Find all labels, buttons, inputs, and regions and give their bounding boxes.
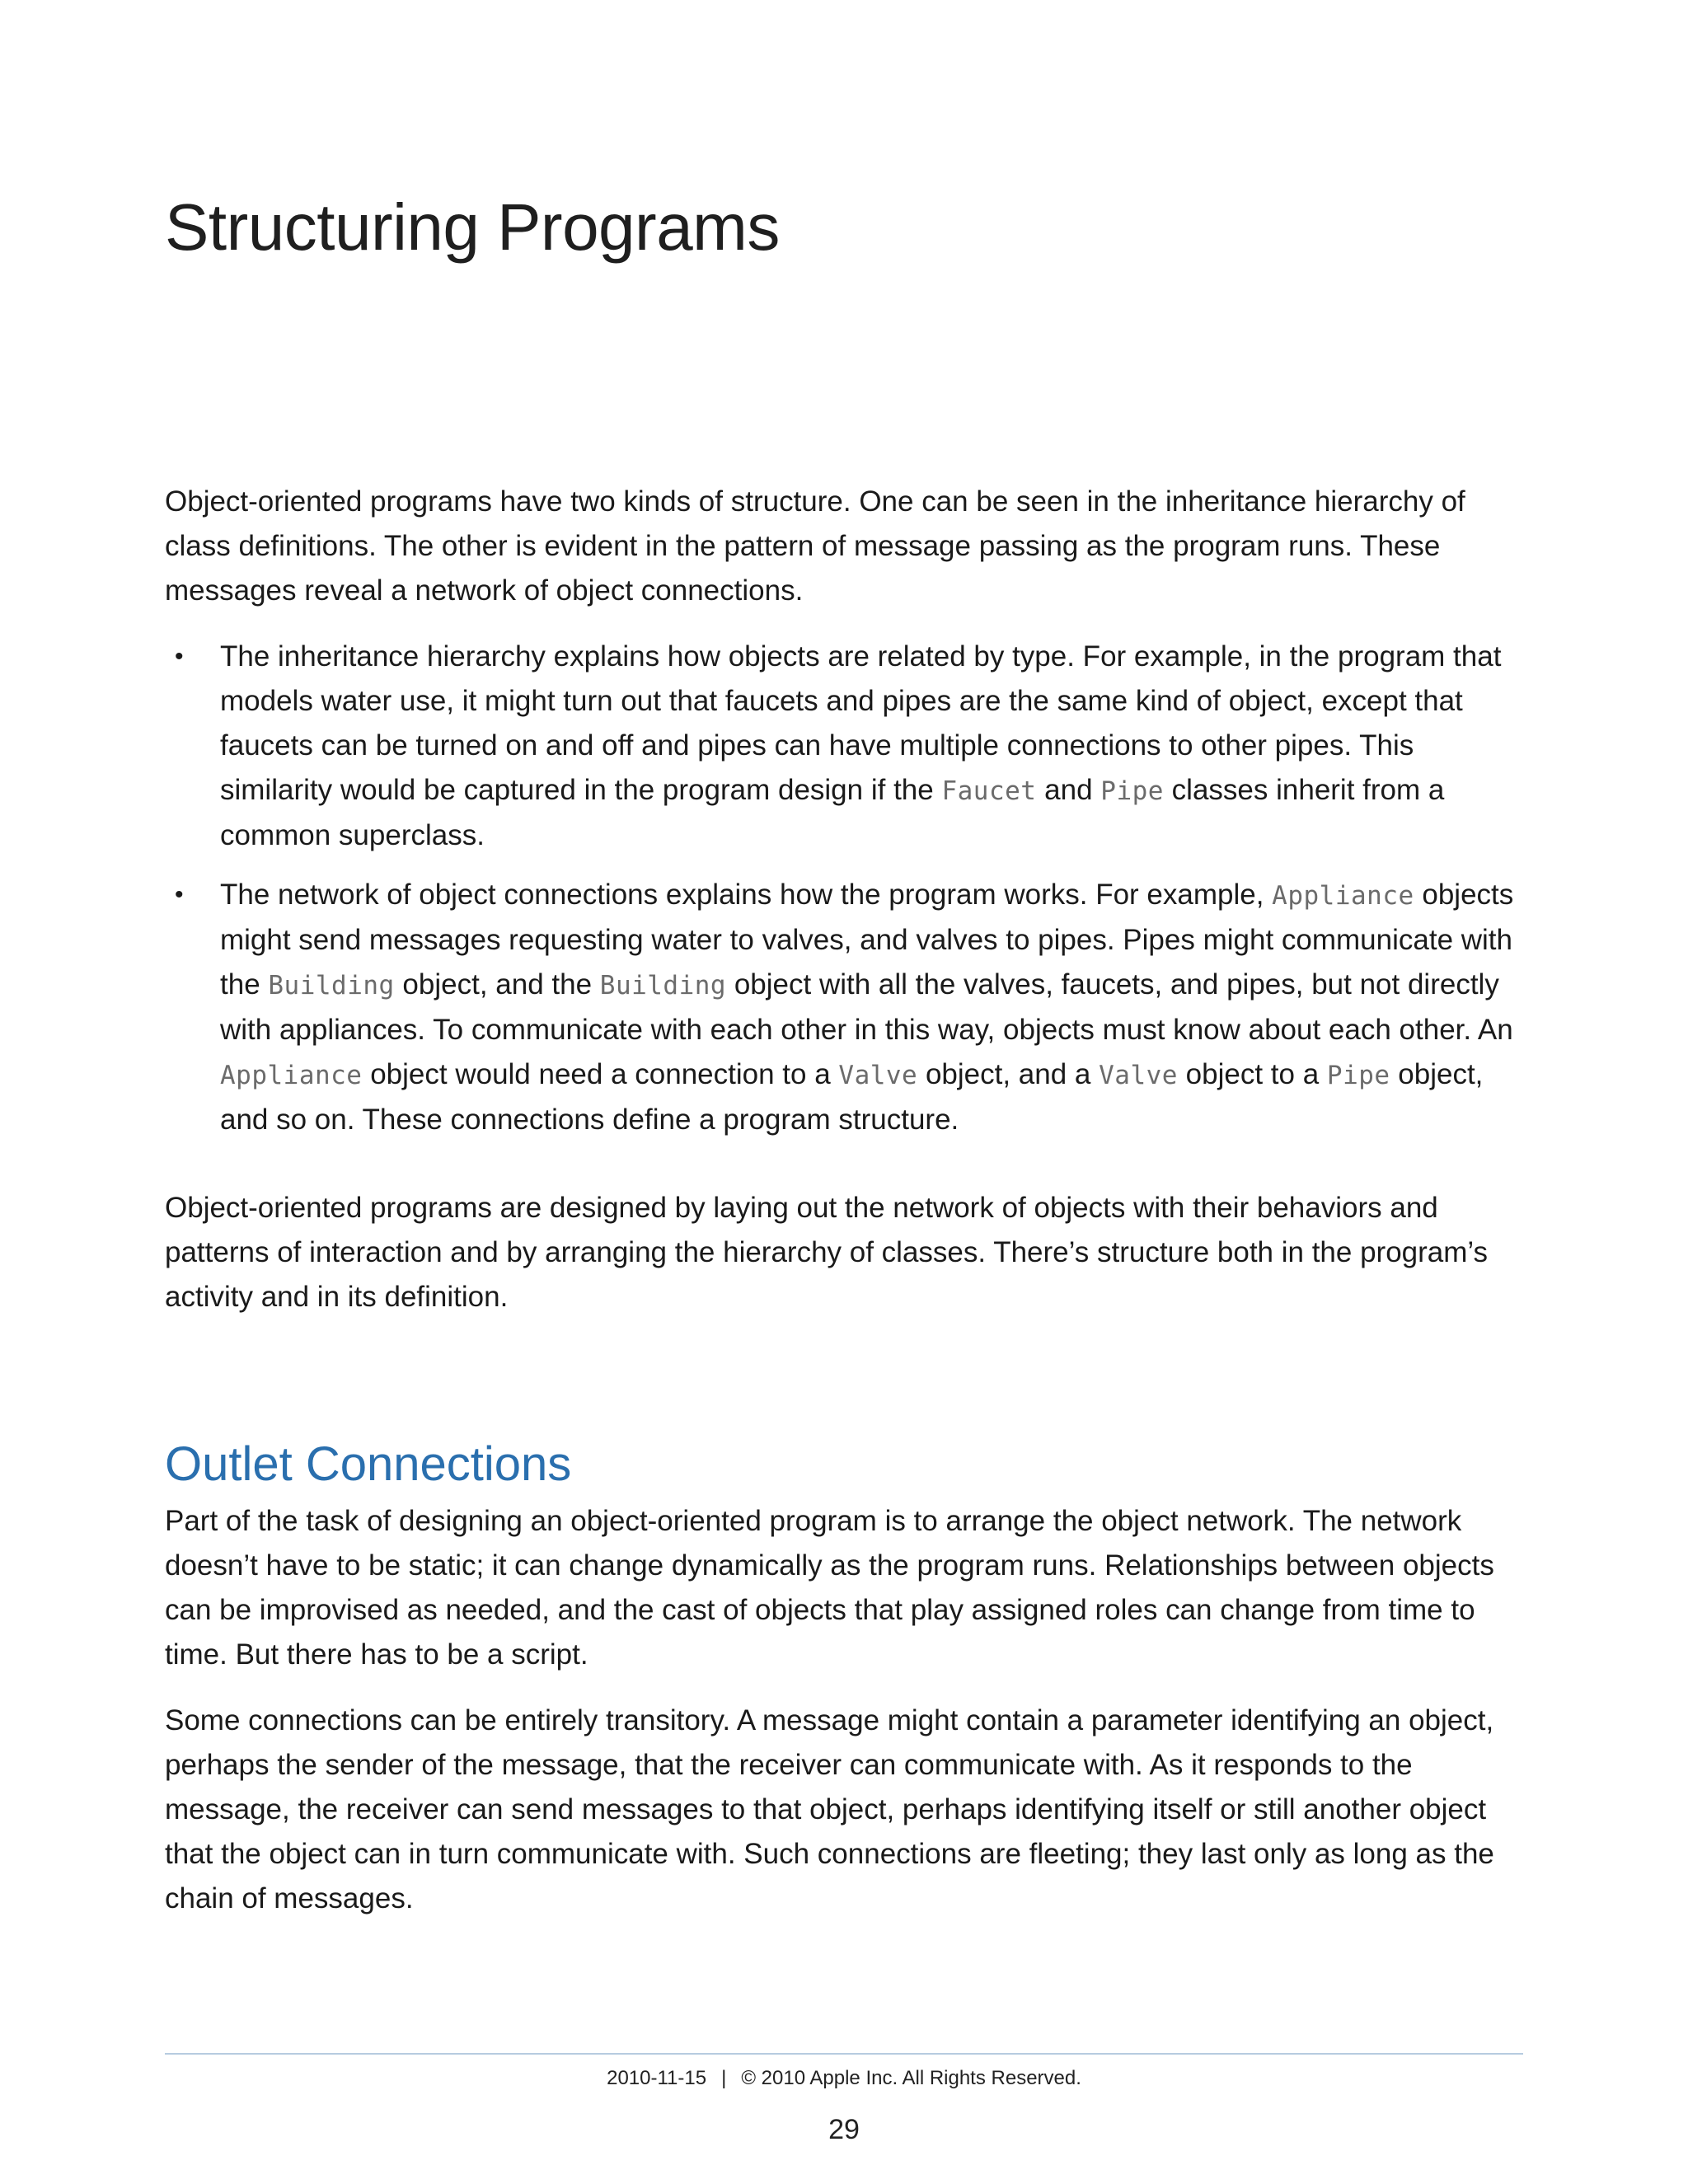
footer-date: 2010-11-15 <box>607 2067 707 2089</box>
text-span: object, and so on. These connections define a program structure. <box>220 1058 1484 1136</box>
code-pipe: Pipe <box>1326 1061 1390 1090</box>
intro-paragraph-1: Object-oriented programs have two kinds of structure. One can be seen in the inheritance hierarchy of class definitions. The other is evident in the pattern of message passing as the program runs. These messages reveal a network of object connections. <box>165 485 1465 607</box>
code-appliance: Appliance <box>1272 881 1414 911</box>
footer-copyright: © 2010 Apple Inc. All Rights Reserved. <box>741 2067 1081 2089</box>
footer-separator: | <box>721 2067 727 2089</box>
text-span: objects might send messages requesting water to valves, and valves to pipes. Pipes might communicate with the <box>220 879 1514 1001</box>
body-content <box>165 480 1523 1943</box>
section-heading-outlet-connections: Outlet Connections <box>165 1437 572 1491</box>
code-building: Building <box>599 971 727 1001</box>
footer-copyright-line <box>0 2067 1688 2090</box>
text-span: The inheritance hierarchy explains how objects are related by type. For example, in the program that models water use, it might turn out that faucets and pipes are the same kind of object, except that faucets can be turned on and off and pipes can have multiple connections to other pipes. This similarity would be captured in the program design if the <box>220 640 1502 806</box>
code-valve: Valve <box>838 1061 918 1090</box>
outlet-paragraph-1: Part of the task of designing an object-oriented program is to arrange the object network. The network doesn’t have to be static; it can change dynamically as the program runs. Relationships between objects can be improvised as needed, and the cast of objects that play assigned roles can change from time to time. But there has to be a script. <box>165 1504 1494 1671</box>
text-span: object with all the valves, faucets, and pipes, but not directly with appliances. To communicate with each other in this way, objects must know about each other. An <box>220 968 1513 1046</box>
text-span: object would need a connection to a <box>362 1058 839 1090</box>
code-pipe: Pipe <box>1100 776 1164 806</box>
bullet-marker: • <box>175 881 184 908</box>
code-faucet: Faucet <box>941 776 1037 806</box>
bullet-item-network <box>175 873 1523 1142</box>
bullet-item-inheritance <box>175 635 1523 858</box>
code-valve: Valve <box>1099 1061 1178 1090</box>
text-span: object, and the <box>394 968 600 1001</box>
code-building: Building <box>268 971 395 1001</box>
outlet-paragraph-2: Some connections can be entirely transitory. A message might contain a parameter identifying an object, perhaps the sender of the message, that the receiver can communicate with. As it responds to the message, the receiver can send messages to that object, perhaps identifying itself or still another object that the object can in turn communicate with. Such connections are fleeting; they last only as long as the chain of messages. <box>165 1704 1494 1915</box>
text-span: and <box>1036 774 1101 806</box>
text-span: The network of object connections explains how the program works. For example, <box>220 879 1273 911</box>
bullet-list <box>165 635 1523 1142</box>
text-span: classes inherit from a common superclass. <box>220 774 1445 851</box>
footer-divider <box>165 2053 1523 2055</box>
page-number: 29 <box>828 2114 860 2145</box>
intro-paragraph-2: Object-oriented programs are designed by laying out the network of objects with their behaviors and patterns of interaction and by arranging the hierarchy of classes. There’s structure both in the program’s activity and in its definition. <box>165 1192 1489 1313</box>
code-appliance: Appliance <box>220 1061 363 1090</box>
bullet-marker: • <box>175 643 184 670</box>
chapter-title: Structuring Programs <box>165 190 780 264</box>
text-span: object, and a <box>917 1058 1100 1090</box>
text-span: object to a <box>1177 1058 1327 1090</box>
